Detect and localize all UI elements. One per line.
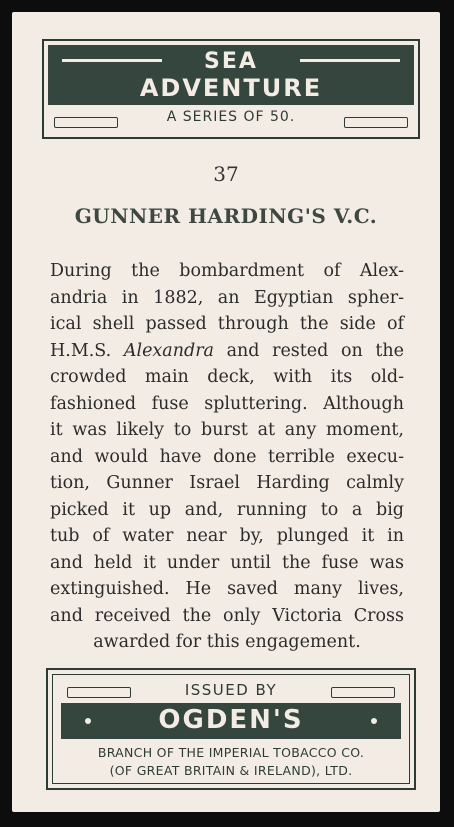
line-text: During the bombardment of Alex- [50,261,404,281]
header-band [48,45,414,105]
line-text: tub of water near by, plunged it in [50,526,404,546]
line-text: crowded main deck, with its old- [50,367,404,387]
description-line [50,576,404,603]
line-text: and held it under until the fuse was [50,552,404,573]
description-line [50,391,404,418]
series-title-line2: ADVENTURE [139,74,323,102]
description-line [50,285,404,312]
line-text: and rested on the [214,340,405,361]
line-text: fashioned fuse spluttering. Although [50,393,404,414]
description-line [50,523,404,550]
description-line [50,417,404,444]
line-text: it was likely to burst at any moment, [50,420,404,440]
description-line [50,311,404,338]
line-text: extinguished. He saved many lives, [50,579,404,599]
description-line [50,364,404,391]
issuer-footer [46,668,416,790]
cigarette-card [12,12,440,812]
issuer-line2: (OF GREAT BRITAIN & IRELAND), LTD. [109,763,353,778]
line-text: andria in 1882, an Egyptian spher- [50,287,404,308]
line-text: picked it up and, running to a big [50,499,404,520]
line-text: tion, Gunner Israel Harding calmly [50,473,404,493]
line-text: H.M.S. [50,340,124,361]
description-line [50,470,404,497]
description-line [50,338,404,365]
ship-name: Alexandra [123,340,214,361]
issuer-band [61,703,401,739]
footer-inner-border [52,674,410,784]
description-line [50,497,404,524]
series-subtitle: A SERIES OF 50. [166,109,296,125]
description-line [50,258,404,285]
description-line [50,444,404,471]
line-text: and would have done terrible execu- [50,446,404,467]
description-line [50,603,404,630]
card-title: GUNNER HARDING'S V.C. [74,204,378,228]
issuer-line1: BRANCH OF THE IMPERIAL TOBACCO CO. [97,745,365,760]
card-number: 37 [213,162,239,186]
line-text: awarded for this engagement. [93,632,361,652]
series-header [42,39,420,139]
series-title-line1: SEA [204,49,258,74]
issued-by-label: ISSUED BY [184,681,278,699]
line-text: ical shell passed through the side of [50,314,404,334]
issuer-name: OGDEN'S [158,705,304,735]
line-text: and received the only Victoria Cross [50,605,404,626]
description-line [50,629,404,656]
description-line [50,550,404,577]
card-description [50,258,404,656]
